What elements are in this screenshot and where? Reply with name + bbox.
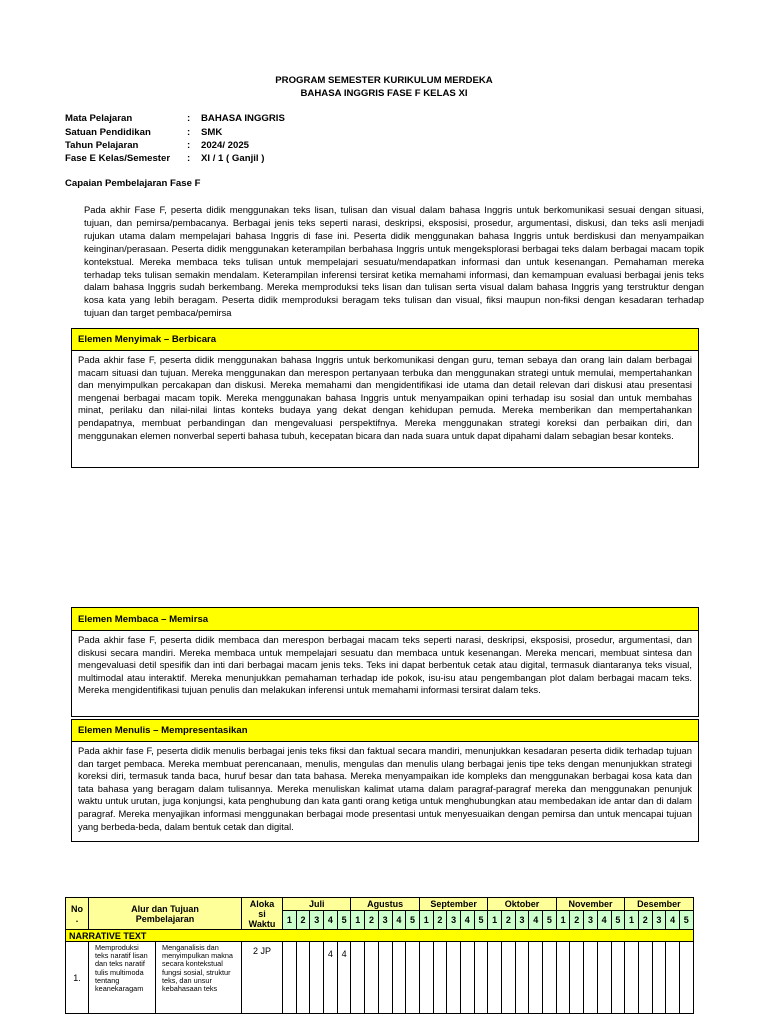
week-cell (447, 942, 461, 1014)
week-cell (597, 942, 611, 1014)
week-header: 2 (638, 911, 652, 930)
meta-value: 2024/ 2025 (201, 139, 250, 151)
document-subtitle: BAHASA INGGRIS FASE F KELAS XI (300, 88, 468, 99)
week-header: 4 (597, 911, 611, 930)
element-body-reading-viewing: Pada akhir fase F, peserta didik membaca dan merespon berbagai macam teks seperti narasi, deskripsi, eksposisi, prosedur, argumentasi, dan diskusi secara mandiri. Mereka membaca untuk mempelajari sesuatu dan membaca untuk kesenangan. Mereka mencari, membuat sintesa dan mengevaluasi detil spesifik dan inti dari berbagai macam jenis teks. Teks ini dapat berbentuk cetak atau digital, termasuk diantaranya teks visual, multimodal atau interaktif. Mereka menunjukkan pemahaman terhadap ide pokok, isu-isu atau pengembangan plot dalam berbagai macam teks. Mereka mengidentifikasi tujuan penulis dan melakukan inferensi untuk memahami informasi tersirat dalam teks. (71, 631, 699, 717)
week-header: 3 (584, 911, 598, 930)
week-cell (502, 942, 516, 1014)
row-alokasi: 2 JP (242, 942, 283, 1014)
week-cell (351, 942, 365, 1014)
table-row (66, 942, 694, 1014)
week-cell: 4 (337, 942, 351, 1014)
week-cell (433, 942, 447, 1014)
week-header: 5 (406, 911, 420, 930)
meta-colon: : (187, 153, 191, 165)
week-header: 1 (283, 911, 297, 930)
semester-plan-table (65, 897, 694, 1014)
week-cell (378, 942, 392, 1014)
document-title: PROGRAM SEMESTER KURIKULUM MERDEKA (275, 75, 493, 86)
week-cell (460, 942, 474, 1014)
week-header: 4 (666, 911, 680, 930)
meta-value: BAHASA INGGRIS (201, 113, 285, 125)
week-header: 2 (296, 911, 310, 930)
week-header: 5 (543, 911, 557, 930)
capaian-paragraph: Pada akhir Fase F, peserta didik menggunakan teks lisan, tulisan dan visual dalam bahasa Inggris untuk berkomunikasi sesuai dengan situasi, tujuan, dan pemirsa/pembacanya. Berbagai jenis teks seperti narasi, deskripsi, eksposisi, prosedur, argumentasi, diskusi, dan teks asli menjadi rujukan utama dalam mempelajari bahasa Inggris di fase ini. Peserta didik menggunakan bahasa Inggris untuk berdiskusi dan menyampaikan keinginan/perasaan. Peserta didik menggunakan keterampilan berbahasa Inggris untuk mengeksplorasi berbagai teks dalam berbagai macam topik kontekstual. Mereka membaca teks tulisan untuk mempelajari sesuatu/mendapatkan informasi dan untuk kesenangan. Pemahaman mereka terhadap teks tulisan semakin mendalam. Keterampilan inferensi tersirat ketika memahami informasi, dan kemampuan evaluasi berbagai jenis teks dalam bahasa Inggris sudah berkembang. Mereka memproduksi teks lisan dan tulisan serta visual dalam bahasa Inggris yang terstruktur dengan kosa kata yang lebih beragam. Peserta didik memproduksi beragam teks tulisan dan visual, fiksi maupun non-fiksi dengan kesadaran terhadap tujuan dan target pembaca/pemirsa (84, 204, 704, 319)
week-cell (419, 942, 433, 1014)
meta-label: Satuan Pendidikan (65, 126, 151, 138)
week-header: 3 (447, 911, 461, 930)
row-number: 1. (66, 942, 89, 1014)
week-header: 2 (570, 911, 584, 930)
week-header: 1 (419, 911, 433, 930)
header-alur: Alur dan Tujuan Pembelajaran (89, 898, 242, 930)
week-cell (652, 942, 666, 1014)
section-row (66, 930, 694, 942)
meta-label: Fase E Kelas/Semester (65, 153, 171, 165)
meta-label: Mata Pelajaran (65, 113, 133, 125)
week-header: 1 (488, 911, 502, 930)
month-header: September (419, 898, 487, 911)
week-cell (638, 942, 652, 1014)
week-header: 1 (625, 911, 639, 930)
meta-row-school (65, 125, 401, 138)
week-header: 4 (324, 911, 338, 930)
week-cell (406, 942, 420, 1014)
week-header: 3 (378, 911, 392, 930)
week-cell (515, 942, 529, 1014)
week-cell (570, 942, 584, 1014)
meta-colon: : (187, 139, 191, 151)
week-cell (666, 942, 680, 1014)
meta-colon: : (187, 113, 191, 125)
header-no: No . (66, 898, 89, 930)
row-tujuan: Menganalisis dan menyimpulkan makna secara kontekstual fungsi sosial, struktur teks, dan unsur kebahasaan teks (156, 942, 242, 1014)
meta-row-class (65, 152, 401, 165)
week-cell (556, 942, 570, 1014)
week-cell (625, 942, 639, 1014)
month-header: Oktober (488, 898, 556, 911)
week-header: 5 (679, 911, 693, 930)
element-heading-reading-viewing: Elemen Membaca – Memirsa (71, 607, 699, 631)
week-header: 5 (474, 911, 488, 930)
week-cell (474, 942, 488, 1014)
week-cell: 4 (324, 942, 338, 1014)
week-header: 1 (556, 911, 570, 930)
meta-label: Tahun Pelajaran (65, 139, 139, 151)
week-header: 5 (337, 911, 351, 930)
meta-colon: : (187, 126, 191, 138)
meta-value: SMK (201, 126, 223, 138)
week-header: 2 (365, 911, 379, 930)
week-cell (296, 942, 310, 1014)
month-header: November (556, 898, 624, 911)
week-header: 5 (611, 911, 625, 930)
month-header: Agustus (351, 898, 419, 911)
capaian-heading: Capaian Pembelajaran Fase F (65, 178, 201, 189)
week-cell (392, 942, 406, 1014)
meta-row-year (65, 139, 401, 152)
week-header: 3 (310, 911, 324, 930)
week-header: 1 (351, 911, 365, 930)
week-header: 3 (652, 911, 666, 930)
month-header: Juli (283, 898, 351, 911)
week-cell (529, 942, 543, 1014)
element-body-listening-speaking: Pada akhir fase F, peserta didik menggunakan bahasa Inggris untuk berkomunikasi dengan guru, teman sebaya dan orang lain dalam berbagai macam situasi dan tujuan. Mereka menggunakan dan merespon pertanyaan terbuka dan menggunakan strategi untuk memulai, mempertahankan dan menyimpulkan percakapan dan diskusi. Mereka memahami dan mengidentifikasi ide utama dan detail relevan dari diskusi atau presentasi mengenai berbagai macam topik. Mereka menggunakan bahasa Inggris untuk menyampaikan opini terhadap isu sosial dan untuk membahas minat, perilaku dan nilai-nilai lintas konteks budaya yang dekat dengan kehidupan pemuda. Mereka memberikan dan mempertahankan pendapatnya, membuat perbandingan dan mengevaluasi perspektifnya. Mereka menggunakan strategi koreksi dan perbaikan diri, dan menggunakan elemen nonverbal seperti bahasa tubuh, kecepatan bicara dan nada suara untuk dapat dipahami dalam sebagian besar konteks. (71, 351, 699, 468)
element-heading-listening-speaking: Elemen Menyimak – Berbicara (71, 328, 699, 351)
week-header: 3 (515, 911, 529, 930)
week-cell (283, 942, 297, 1014)
element-body-writing-presenting: Pada akhir fase F, peserta didik menulis berbagai jenis teks fiksi dan faktual secara mandiri, menunjukkan kesadaran peserta didik terhadap tujuan dan target pembaca. Mereka membuat perencanaan, menulis, mengulas dan menulis ulang berbagai jenis tipe teks dengan menunjukkan strategi koreksi diri, termasuk tanda baca, huruf besar dan tata bahasa. Mereka menyampaikan ide kompleks dan menggunakan berbagai kosa kata dan tata bahasa yang beragam dalam tulisannya. Mereka menuliskan kalimat utama dalam paragraf-paragraf mereka dan menggunakan penunjuk waktu untuk urutan, juga konjungsi, kata penghubung dan kata ganti orang ketiga untuk menghubungkan atau membedakan ide antar dan di dalam paragraf. Mereka menyajikan informasi menggunakan berbagai mode presentasi untuk menyesuaikan dengan pemirsa dan untuk mencapai tujuan yang berbeda-beda, dalam bentuk cetak dan digital. (71, 742, 699, 842)
week-header: 2 (502, 911, 516, 930)
week-header: 4 (460, 911, 474, 930)
element-heading-writing-presenting: Elemen Menulis – Mempresentasikan (71, 719, 699, 742)
week-cell (543, 942, 557, 1014)
week-cell (584, 942, 598, 1014)
row-alur: Memproduksi teks naratif lisan dan teks naratif tulis multimoda tentang keanekaragam (89, 942, 156, 1014)
section-label: NARRATIVE TEXT (66, 930, 694, 942)
month-header: Desember (625, 898, 693, 911)
week-cell (310, 942, 324, 1014)
week-cell (679, 942, 693, 1014)
week-header: 2 (433, 911, 447, 930)
meta-row-subject (65, 112, 401, 125)
meta-info (65, 112, 401, 166)
meta-value: XI / 1 ( Ganjil ) (201, 153, 265, 165)
week-header: 4 (529, 911, 543, 930)
header-alokasi: Aloka si Waktu (242, 898, 283, 930)
week-cell (365, 942, 379, 1014)
week-cell (488, 942, 502, 1014)
week-header: 4 (392, 911, 406, 930)
week-cell (611, 942, 625, 1014)
